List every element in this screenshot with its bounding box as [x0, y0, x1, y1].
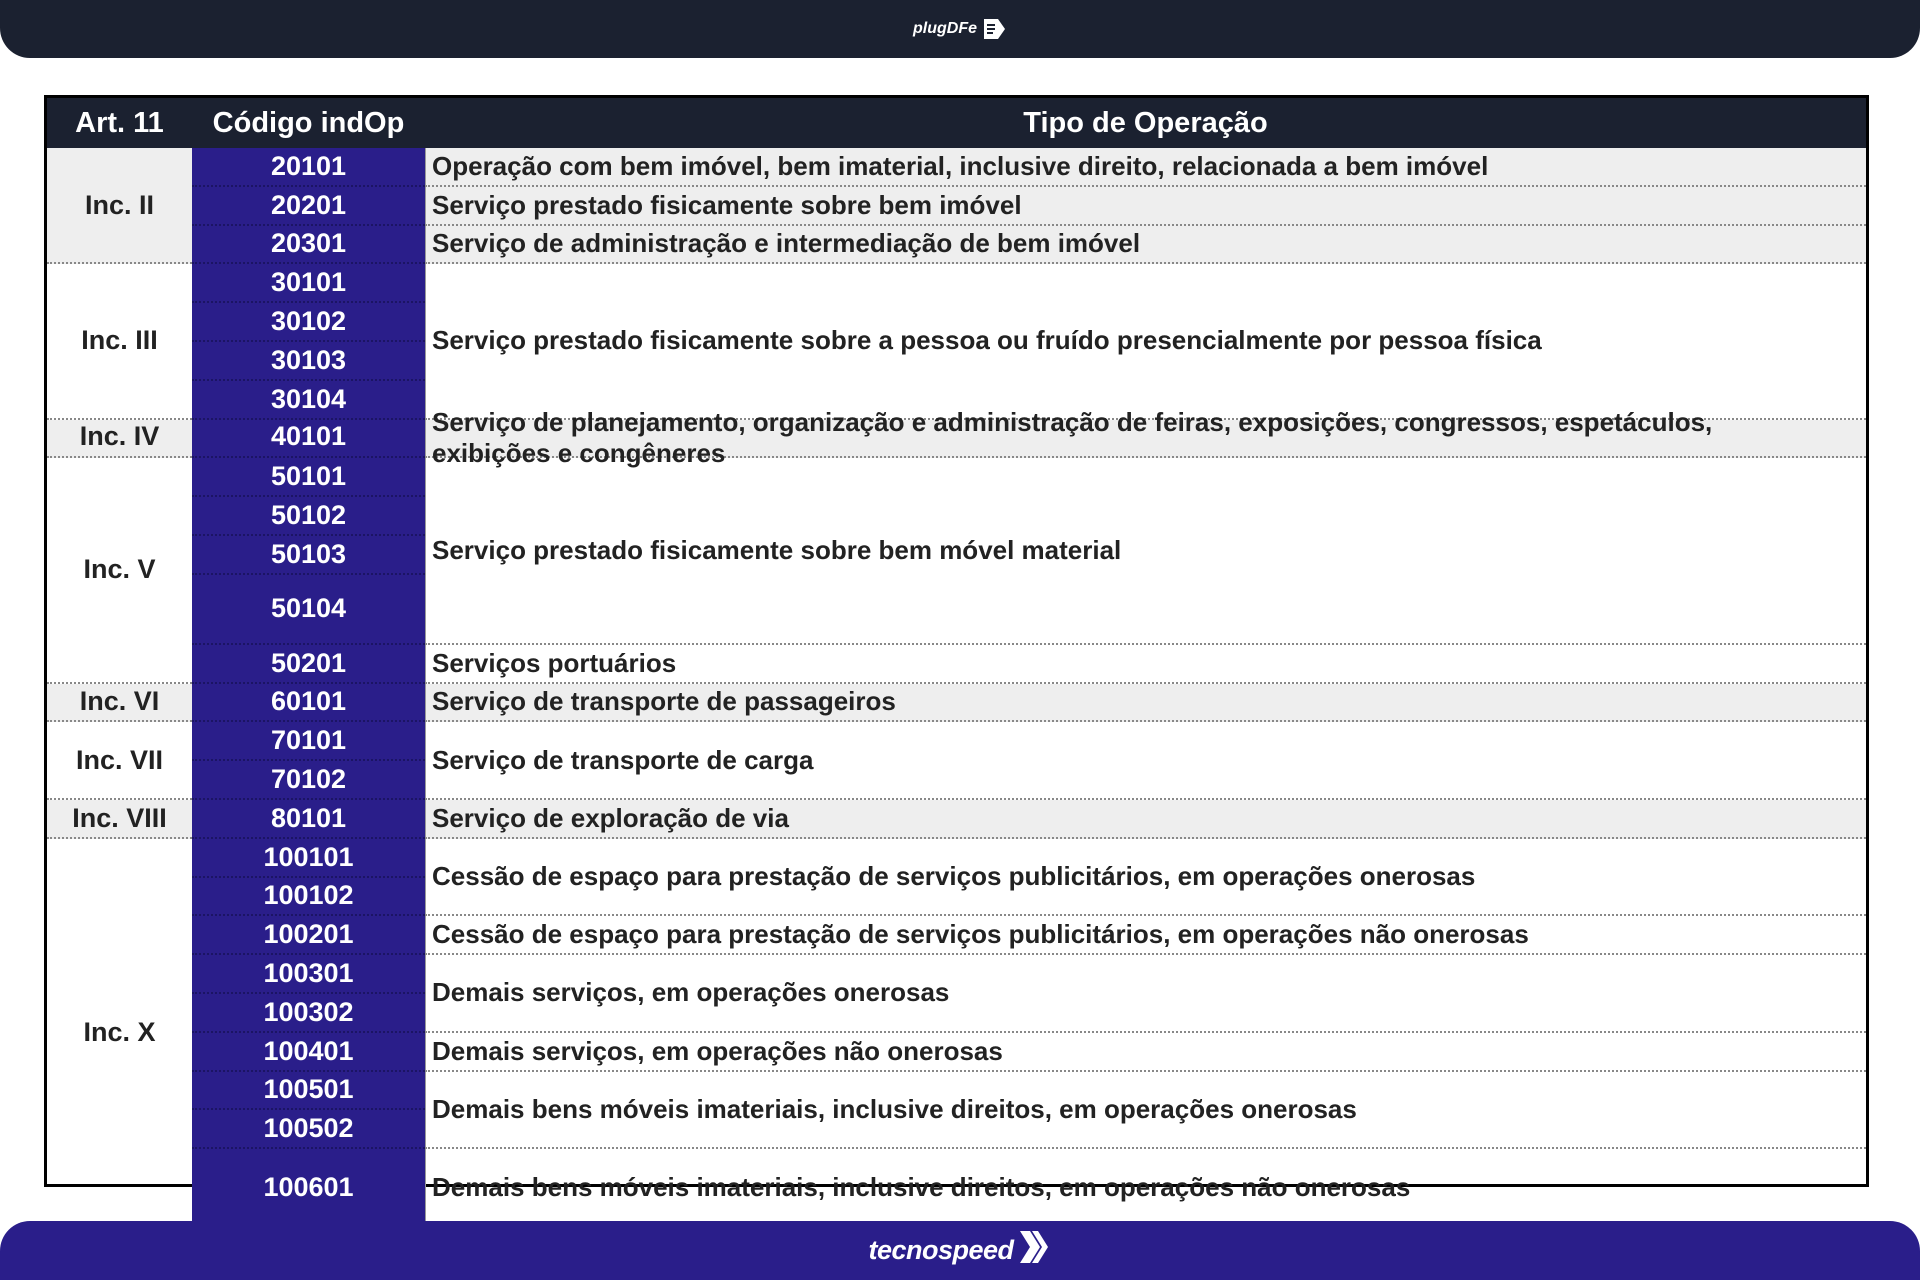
description-cell: Serviço de transporte de passageiros — [425, 684, 1866, 723]
description-cell: Operação com bem imóvel, bem imaterial, inclusive direito, relacionada a bem imóvel — [425, 148, 1866, 187]
article-cell: Inc. III — [47, 264, 192, 419]
footer-brand-name: tecnospeed — [868, 1235, 1014, 1265]
code-cell: 20201 — [192, 187, 425, 226]
plugdfe-logo — [913, 17, 1007, 41]
code-cell: 100501 — [192, 1072, 425, 1111]
description-cell: Serviço de planejamento, organização e administração de feiras, exposições, congressos, espetáculos, exibições e congêneres — [425, 420, 1866, 459]
code-cell: 30104 — [192, 381, 425, 420]
code-cell: 100201 — [192, 916, 425, 955]
article-cell: Inc. VII — [47, 722, 192, 800]
code-cell: 60101 — [192, 684, 425, 723]
bottom-brand-bar — [0, 1221, 1920, 1280]
description-cell: Demais serviços, em operações não onerosas — [425, 1033, 1866, 1072]
description-cell: Serviço prestado fisicamente sobre bem imóvel — [425, 187, 1866, 226]
description-cell: Serviço prestado fisicamente sobre a pessoa ou fruído presencialmente por pessoa física — [425, 264, 1866, 419]
code-cell: 100101 — [192, 839, 425, 878]
col-header-code: Código indOp — [192, 98, 425, 148]
code-cell: 40101 — [192, 420, 425, 459]
code-cell: 70102 — [192, 761, 425, 800]
description-cell: Cessão de espaço para prestação de serviços publicitários, em operações não onerosas — [425, 916, 1866, 955]
operations-table — [44, 95, 1869, 1203]
description-cell: Serviços portuários — [425, 645, 1866, 684]
code-cell: 50104 — [192, 575, 425, 645]
code-cell: 30101 — [192, 264, 425, 303]
article-cell: Inc. X — [83, 1017, 156, 1048]
code-cell: 30103 — [192, 342, 425, 381]
code-cell: 50201 — [192, 645, 425, 684]
code-cell: 100502 — [192, 1110, 425, 1149]
col-header-art: Art. 11 — [47, 98, 192, 148]
code-cell: 50101 — [192, 458, 425, 497]
description-cell: Serviço prestado fisicamente sobre bem móvel material — [425, 458, 1866, 644]
document-icon — [981, 17, 1007, 41]
code-cell: 20301 — [192, 226, 425, 265]
code-cell: 70101 — [192, 722, 425, 761]
description-cell: Serviço de administração e intermediação de bem imóvel — [425, 226, 1866, 265]
description-cell: Demais serviços, em operações onerosas — [425, 955, 1866, 1033]
description-cell: Demais bens móveis imateriais, inclusive direitos, em operações não onerosas — [425, 1149, 1866, 1227]
article-cell: Inc. II — [47, 148, 192, 264]
code-cell: 50102 — [192, 497, 425, 536]
article-cell: Inc. V — [47, 458, 192, 683]
code-cell: 100302 — [192, 994, 425, 1033]
code-cell: 50103 — [192, 536, 425, 575]
code-cell: 80101 — [192, 800, 425, 839]
brand-name: plugDFe — [913, 20, 977, 37]
article-cell: Inc. IV — [47, 420, 192, 459]
description-cell: Demais bens móveis imateriais, inclusive direitos, em operações onerosas — [425, 1072, 1866, 1150]
code-cell: 30102 — [192, 303, 425, 342]
article-cell: Inc. VI — [47, 684, 192, 723]
code-cell: 100401 — [192, 1033, 425, 1072]
description-cell: Serviço de transporte de carga — [425, 722, 1866, 800]
tecnospeed-logo — [868, 1227, 1051, 1274]
description-cell: Serviço de exploração de via — [425, 800, 1866, 839]
code-cell: 100102 — [192, 878, 425, 917]
double-chevron-icon — [1018, 1227, 1052, 1274]
top-brand-bar — [0, 0, 1920, 58]
description-cell: Cessão de espaço para prestação de serviços publicitários, em operações onerosas — [425, 839, 1866, 917]
code-cell: 100601 — [192, 1149, 425, 1227]
code-cell: 100301 — [192, 955, 425, 994]
code-cell: 20101 — [192, 148, 425, 187]
col-header-type: Tipo de Operação — [425, 98, 1866, 148]
article-cell: Inc. VIII — [47, 800, 192, 839]
